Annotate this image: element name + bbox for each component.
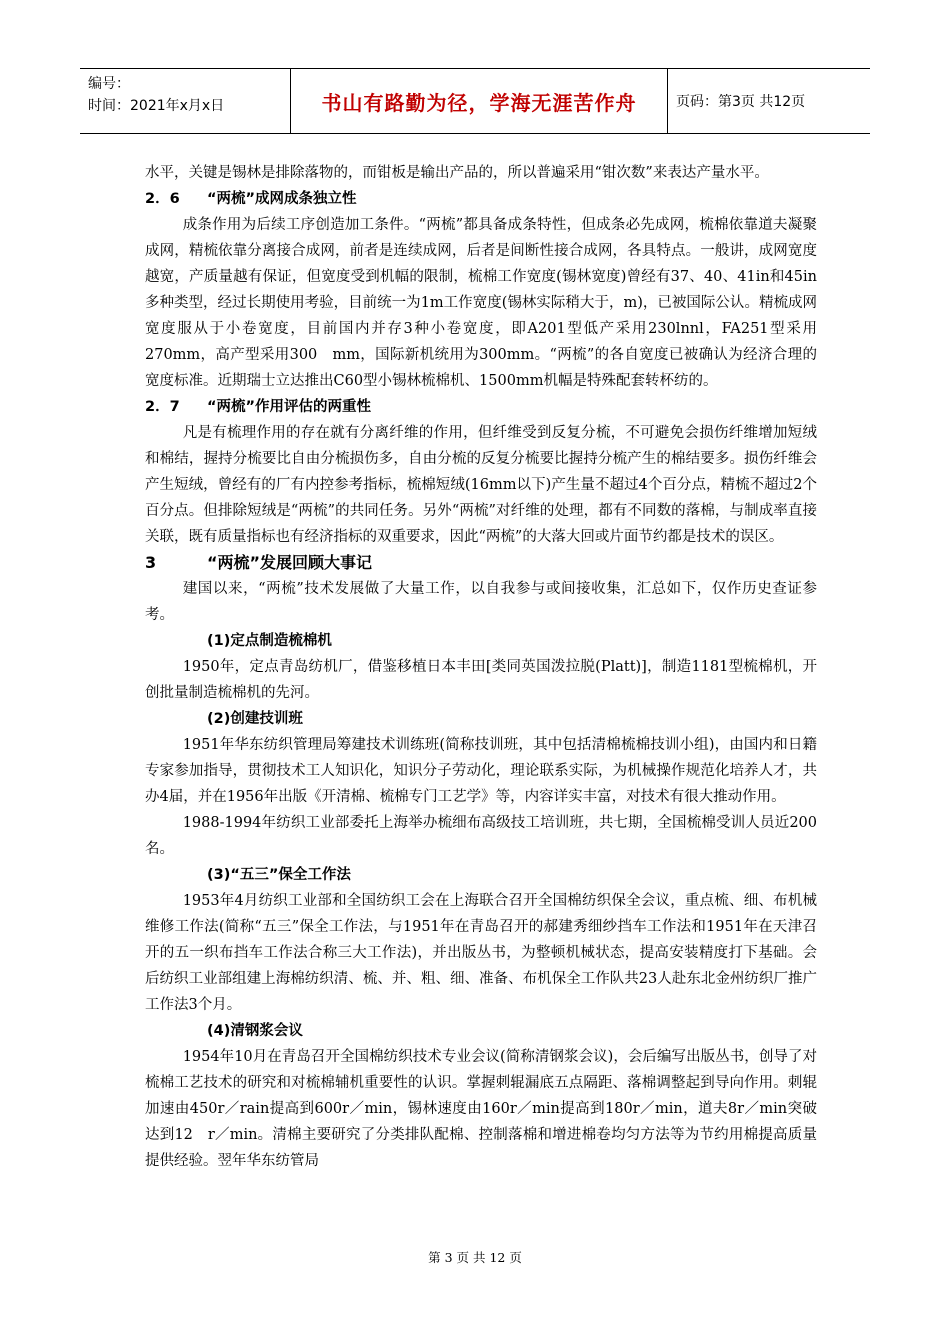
header-page-info: 页码：第3页 共12页 [676,94,806,110]
paragraph: 凡是有梳理作用的存在就有分离纤维的作用，但纤维受到反复分梳，不可避免会损伤纤维增加短绒和棉结，握持分梳要比自由分梳损伤多，自由分梳的反复分梳要比握持分梳产生的棉结要多。损伤纤维会产生短绒，曾经有的厂有内控参考指标，梳棉短绒(16mm以下)产生量不超过4个百分点，精梳不超过2个百分点。但排除短绒是“两梳”的共同任务。另外“两梳”对纤维的处理，都有不同数的落棉，与制成率直接关联，既有质量指标也有经济指标的双重要求，因此“两梳”的大落大回或片面节约都是技术的误区。 [145,425,817,545]
section-heading-3 [145,550,817,576]
subheading-4: (4)清钢浆会议 [207,1023,303,1039]
paragraph: 1950年，定点青岛纺机厂，借鉴移植日本丰田[类同英国泼拉脱(Platt)]，制造1181型梳棉机，开创批量制造梳棉机的先河。 [145,659,817,701]
subheading-1: (1)定点制造梳棉机 [207,633,332,649]
paragraph: 1954年10月在青岛召开全国棉纺织技术专业会议(简称清钢浆会议)，会后编写出版丛书，创导了对梳棉工艺技术的研究和对梳棉辅机重要性的认识。掌握刺辊漏底五点隔距、落棉调整起到导向作用。刺辊加速由450r／rain提高到600r／min，锡林速度由160r／min提高到180r／min，道夫8r／min突破达到12 r／min。清棉主要研究了分类排队配棉、控制落棉和增进棉卷均匀方法等为节约用棉提高质量提供经验。翌年华东纺管局 [145,1049,817,1169]
section-title: “两梳”发展回顾大事记 [207,553,373,572]
paragraph: 成条作用为后续工序创造加工条件。“两梳”都具备成条特性，但成条必先成网，梳棉依靠道夫凝聚成网，精梳依靠分离接合成网，前者是连续成网，后者是间断性接合成网，各具特点。一般讲，成网宽度越宽，产质量越有保证，但宽度受到机幅的限制，梳棉工作宽度(锡林宽度)曾经有37、40、41in和45in多种类型，经过长期使用考验，目前统一为1m工作宽度(锡林实际稍大于，m)，已被国际公认。精梳成网宽度服从于小卷宽度，目前国内并存3种小卷宽度，即A201型低产采用230lnnl，FA251型采用270mm，高产型采用300 mm，国际新机统用为300mm。“两梳”的各自宽度已被确认为经济合理的宽度标准。近期瑞士立达推出C60型小锡林梳棉机、1500mm机幅是特殊配套转杯纺的。 [145,217,817,389]
subheading-3: (3)“五三”保全工作法 [207,867,351,883]
doc-number-label: 编号： [88,76,130,92]
paragraph: 1953年4月纺织工业部和全国纺织工会在上海联合召开全国棉纺织保全会议，重点梳、细、布机械维修工作法(简称“五三”保全工作法，与1951年在青岛召开的郝建秀细纱挡车工作法和1951年在天津召开的五一织布挡车工作法合称三大工作法)，并出版丛书，为整顿机械状态，提高安装精度打下基础。会后纺织工业部组建上海棉纺织清、梳、并、粗、细、准备、布机保全工作队共23人赴东北金州纺织厂推广工作法3个月。 [145,893,817,1013]
section-heading-2-6 [145,186,817,212]
paragraph: 1988-1994年纺织工业部委托上海举办梳细布高级技工培训班，共七期，全国梳棉受训人员近200名。 [145,815,817,857]
header-meta [80,69,291,133]
paragraph: 建国以来，“两梳”技术发展做了大量工作，以自我参与或间接收集，汇总如下，仅作历史查证参考。 [145,581,817,623]
section-number: 2．6 [145,191,180,207]
doc-time: 时间：2021年x月x日 [88,98,225,114]
header-motto: 书山有路勤为径，学海无涯苦作舟 [291,69,668,133]
section-heading-2-7 [145,394,817,420]
paragraph: 1951年华东纺织管理局筹建技术训练班(简称技训班，其中包括清棉梳棉技训小组)，由国内和日籍专家参加指导，贯彻技术工人知识化，知识分子劳动化，理论联系实际，为机械操作规范化培养人才，共办4届，并在1956年出版《开清棉、梳棉专门工艺学》等，内容详实丰富，对技术有很大推动作用。 [145,737,817,805]
section-number: 2．7 [145,399,180,415]
section-number: 3 [145,553,157,572]
page-header [80,68,870,134]
paragraph: 水平，关键是锡林是排除落物的，而钳板是输出产品的，所以普遍采用“钳次数”来表达产量水平。 [145,165,769,181]
subheading-2: (2)创建技训班 [207,711,303,727]
section-title: “两梳”成网成条独立性 [207,191,357,207]
section-title: “两梳”作用评估的两重性 [207,399,372,415]
page-footer: 第 3 页 共 12 页 [428,1250,522,1265]
document-body [145,160,817,1174]
